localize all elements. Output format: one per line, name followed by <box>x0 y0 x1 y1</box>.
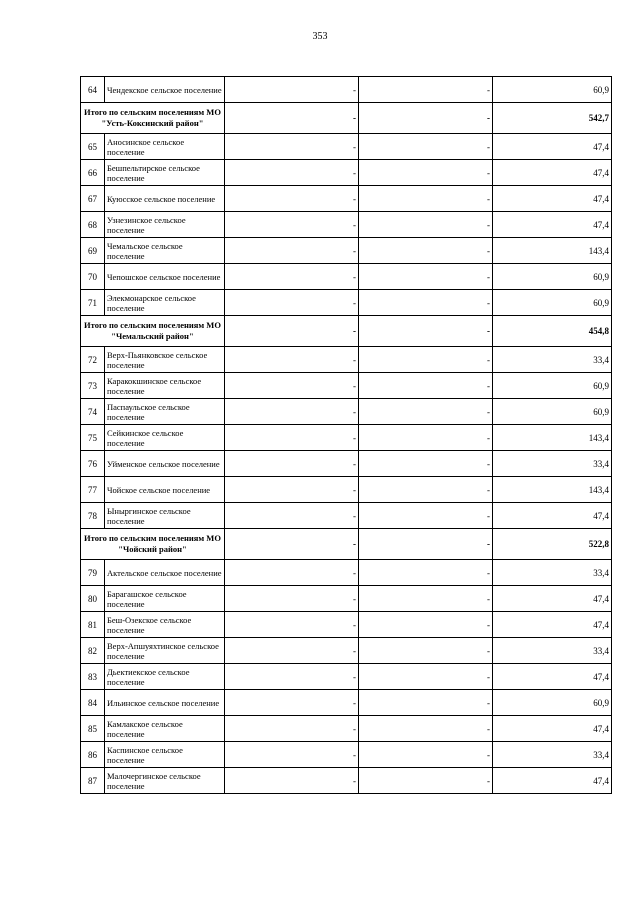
table-row <box>81 290 612 316</box>
settlement-name: Сейкинское сельское поселение <box>105 425 225 451</box>
value-col-b: - <box>359 451 493 477</box>
value-col-b: - <box>359 560 493 586</box>
value-col-c: 33,4 <box>493 742 612 768</box>
row-number: 69 <box>81 238 105 264</box>
value-col-b: - <box>359 586 493 612</box>
value-col-c: 47,4 <box>493 212 612 238</box>
settlement-name: Чойское сельское поселение <box>105 477 225 503</box>
table-row <box>81 264 612 290</box>
table-row <box>81 742 612 768</box>
page-number: 353 <box>312 31 328 42</box>
value-col-a: - <box>225 186 359 212</box>
settlement-name: Верх-Апшуяхтинское сельское поселение <box>105 638 225 664</box>
table-row <box>81 503 612 529</box>
table-row <box>81 425 612 451</box>
value-col-b: - <box>359 742 493 768</box>
table-row <box>81 690 612 716</box>
value-col-c: 47,4 <box>493 503 612 529</box>
row-number: 72 <box>81 347 105 373</box>
table-row <box>81 77 612 103</box>
row-number: 79 <box>81 560 105 586</box>
table-row <box>81 638 612 664</box>
total-label: Итого по сельским поселениям МО "Чойский район" <box>81 529 225 560</box>
value-col-a: - <box>225 134 359 160</box>
value-col-c: 33,4 <box>493 560 612 586</box>
value-col-a: - <box>225 347 359 373</box>
value-col-b: - <box>359 638 493 664</box>
value-col-a: - <box>225 503 359 529</box>
value-col-b: - <box>359 768 493 794</box>
value-col-b: - <box>359 347 493 373</box>
value-col-c: 143,4 <box>493 477 612 503</box>
value-col-a: - <box>225 664 359 690</box>
value-col-a: - <box>225 373 359 399</box>
value-col-b: - <box>359 529 493 560</box>
settlement-name: Чемальское сельское поселение <box>105 238 225 264</box>
row-number: 65 <box>81 134 105 160</box>
value-col-a: - <box>225 399 359 425</box>
settlement-name: Беш-Озекское сельское поселение <box>105 612 225 638</box>
value-col-a: - <box>225 77 359 103</box>
table-row <box>81 186 612 212</box>
value-col-a: - <box>225 638 359 664</box>
table-row <box>81 399 612 425</box>
value-col-a: - <box>225 742 359 768</box>
value-col-c: 542,7 <box>493 103 612 134</box>
settlement-name: Паспаульское сельское поселение <box>105 399 225 425</box>
value-col-a: - <box>225 316 359 347</box>
row-number: 76 <box>81 451 105 477</box>
table-row <box>81 716 612 742</box>
table-row <box>81 373 612 399</box>
value-col-c: 47,4 <box>493 186 612 212</box>
value-col-c: 33,4 <box>493 347 612 373</box>
value-col-c: 47,4 <box>493 664 612 690</box>
value-col-a: - <box>225 451 359 477</box>
settlement-name: Дьектиекское сельское поселение <box>105 664 225 690</box>
value-col-b: - <box>359 690 493 716</box>
settlement-name: Узнезинское сельское поселение <box>105 212 225 238</box>
row-number: 84 <box>81 690 105 716</box>
settlement-name: Актельское сельское поселение <box>105 560 225 586</box>
table-row <box>81 477 612 503</box>
row-number: 74 <box>81 399 105 425</box>
value-col-a: - <box>225 690 359 716</box>
settlement-name: Чепошское сельское поселение <box>105 264 225 290</box>
value-col-a: - <box>225 290 359 316</box>
row-number: 81 <box>81 612 105 638</box>
value-col-b: - <box>359 264 493 290</box>
value-col-c: 60,9 <box>493 290 612 316</box>
value-col-c: 33,4 <box>493 451 612 477</box>
value-col-c: 47,4 <box>493 134 612 160</box>
settlement-name: Уйменское сельское поселение <box>105 451 225 477</box>
value-col-b: - <box>359 77 493 103</box>
value-col-b: - <box>359 238 493 264</box>
value-col-b: - <box>359 186 493 212</box>
row-number: 73 <box>81 373 105 399</box>
row-number: 85 <box>81 716 105 742</box>
value-col-c: 47,4 <box>493 768 612 794</box>
value-col-c: 33,4 <box>493 638 612 664</box>
value-col-a: - <box>225 586 359 612</box>
value-col-c: 60,9 <box>493 264 612 290</box>
value-col-a: - <box>225 264 359 290</box>
total-label: Итого по сельским поселениям МО "Чемальский район" <box>81 316 225 347</box>
row-number: 82 <box>81 638 105 664</box>
row-number: 70 <box>81 264 105 290</box>
budget-table <box>80 76 612 794</box>
row-number: 86 <box>81 742 105 768</box>
row-number: 87 <box>81 768 105 794</box>
value-col-b: - <box>359 425 493 451</box>
settlement-name: Верх-Пьянковское сельское поселение <box>105 347 225 373</box>
settlement-name: Куюсское сельское поселение <box>105 186 225 212</box>
value-col-a: - <box>225 768 359 794</box>
table-row <box>81 560 612 586</box>
table-row <box>81 347 612 373</box>
settlement-name: Барагашское сельское поселение <box>105 586 225 612</box>
settlement-name: Элекмонарское сельское поселение <box>105 290 225 316</box>
row-number: 66 <box>81 160 105 186</box>
value-col-b: - <box>359 373 493 399</box>
value-col-a: - <box>225 212 359 238</box>
value-col-c: 143,4 <box>493 238 612 264</box>
value-col-b: - <box>359 664 493 690</box>
value-col-b: - <box>359 212 493 238</box>
settlement-name: Ильинское сельское поселение <box>105 690 225 716</box>
value-col-c: 143,4 <box>493 425 612 451</box>
row-number: 83 <box>81 664 105 690</box>
value-col-c: 522,8 <box>493 529 612 560</box>
row-number: 64 <box>81 77 105 103</box>
total-row <box>81 529 612 560</box>
value-col-b: - <box>359 160 493 186</box>
settlement-name: Бешпельтирское сельское поселение <box>105 160 225 186</box>
table-row <box>81 586 612 612</box>
table-row <box>81 768 612 794</box>
settlement-name: Каракокшинское сельское поселение <box>105 373 225 399</box>
value-col-c: 47,4 <box>493 612 612 638</box>
row-number: 78 <box>81 503 105 529</box>
settlement-name: Аносинское сельское поселение <box>105 134 225 160</box>
value-col-a: - <box>225 238 359 264</box>
row-number: 77 <box>81 477 105 503</box>
value-col-c: 454,8 <box>493 316 612 347</box>
settlement-name: Камлакское сельское поселение <box>105 716 225 742</box>
value-col-b: - <box>359 316 493 347</box>
value-col-b: - <box>359 399 493 425</box>
table-row <box>81 212 612 238</box>
row-number: 71 <box>81 290 105 316</box>
value-col-c: 47,4 <box>493 160 612 186</box>
value-col-a: - <box>225 103 359 134</box>
value-col-a: - <box>225 160 359 186</box>
table-row <box>81 451 612 477</box>
value-col-a: - <box>225 560 359 586</box>
table-body <box>81 77 612 794</box>
value-col-a: - <box>225 716 359 742</box>
value-col-b: - <box>359 477 493 503</box>
value-col-b: - <box>359 612 493 638</box>
row-number: 68 <box>81 212 105 238</box>
value-col-c: 60,9 <box>493 77 612 103</box>
table-row <box>81 664 612 690</box>
value-col-a: - <box>225 477 359 503</box>
value-col-b: - <box>359 103 493 134</box>
settlement-name: Малочергинское сельское поселение <box>105 768 225 794</box>
table-row <box>81 134 612 160</box>
settlement-name: Чендекское сельское поселение <box>105 77 225 103</box>
table-row <box>81 612 612 638</box>
row-number: 67 <box>81 186 105 212</box>
value-col-a: - <box>225 425 359 451</box>
settlement-name: Ыныргинское сельское поселение <box>105 503 225 529</box>
settlement-name: Каспинское сельское поселение <box>105 742 225 768</box>
value-col-a: - <box>225 529 359 560</box>
value-col-b: - <box>359 503 493 529</box>
table-row <box>81 160 612 186</box>
value-col-b: - <box>359 716 493 742</box>
value-col-c: 47,4 <box>493 716 612 742</box>
value-col-c: 60,9 <box>493 690 612 716</box>
value-col-a: - <box>225 612 359 638</box>
row-number: 75 <box>81 425 105 451</box>
total-label: Итого по сельским поселениям МО "Усть-Коксинский район" <box>81 103 225 134</box>
table-row <box>81 238 612 264</box>
value-col-c: 60,9 <box>493 399 612 425</box>
value-col-b: - <box>359 134 493 160</box>
value-col-b: - <box>359 290 493 316</box>
value-col-c: 60,9 <box>493 373 612 399</box>
row-number: 80 <box>81 586 105 612</box>
total-row <box>81 103 612 134</box>
value-col-c: 47,4 <box>493 586 612 612</box>
total-row <box>81 316 612 347</box>
